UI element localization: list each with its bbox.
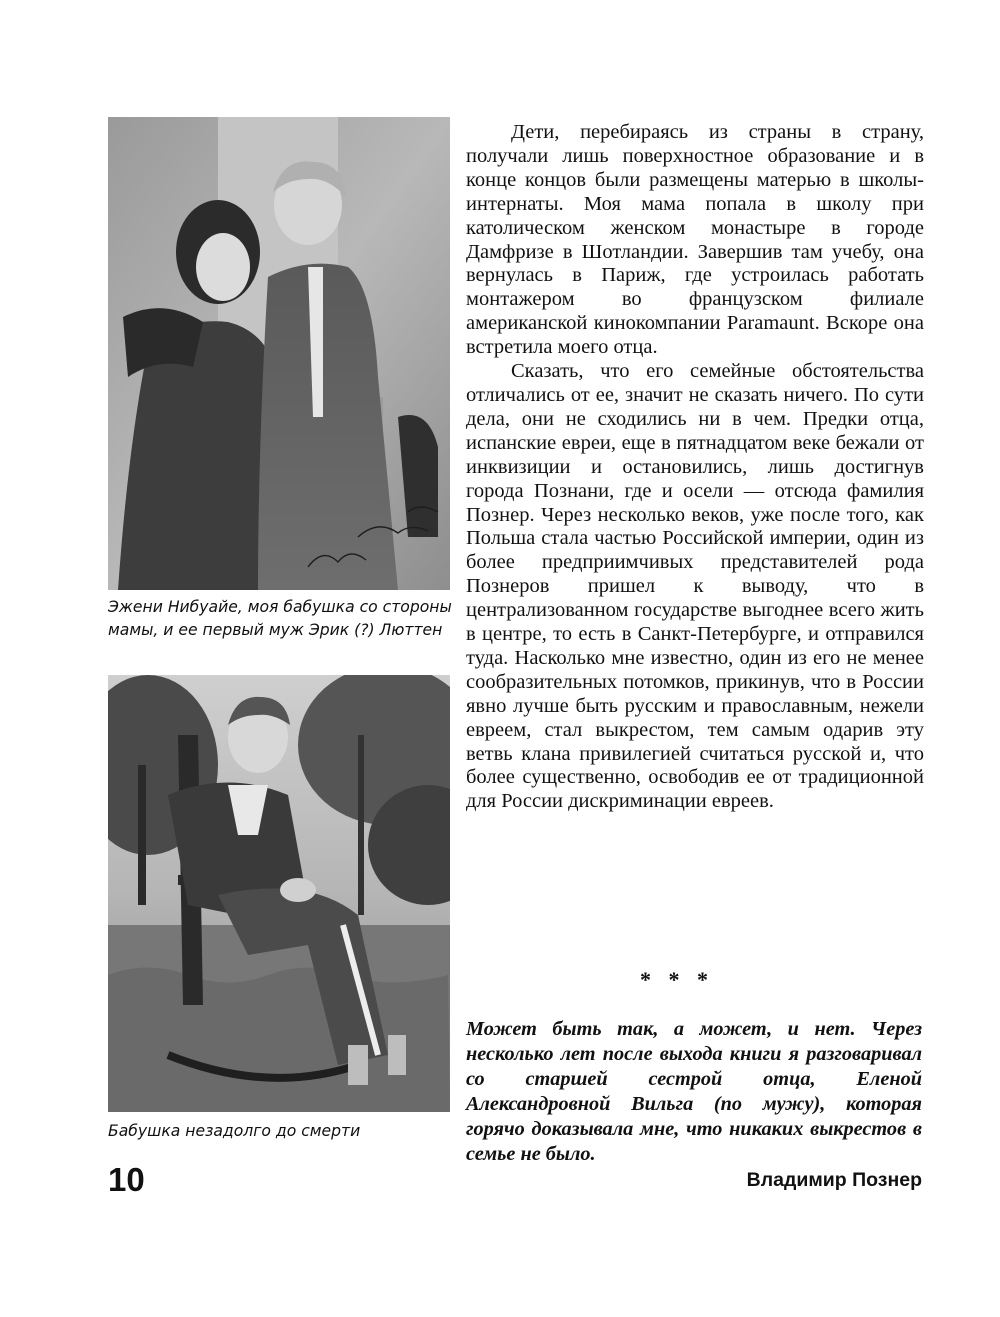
main-text bbox=[466, 121, 924, 814]
photo-couple-caption: Эжени Нибуайе, моя бабушка со стороны мамы, и ее первый муж Эрик (?) Люттен bbox=[108, 598, 452, 639]
section-separator: * * * bbox=[640, 967, 714, 992]
page-number: 10 bbox=[108, 1161, 145, 1198]
photo-couple-image bbox=[108, 117, 450, 590]
photo-grandmother bbox=[108, 675, 450, 1112]
paragraph: Сказать, что его семейные обстоятельства отличались от ее, значит не сказать ничего. По сути дела, они не сходились ни в чем. Предки отца, испанские евреи, еще в пятнадцатом веке бежали от инквизиции и остановились, лишь достигнув города Познани, где и осели — отсюда фамилия Познер. Через несколько веков, уже после того, как Польша стала частью Российской империи, один из более предприимчивых представителей рода Познеров пришел к выводу, что в централизованном государстве выгоднее всего жить в центре, то есть в Санкт-Петербурге, и отправился туда. Насколько мне известно, один из его не менее сообразительных потомков, прикинув, что в России явно лучше быть русским и православным, нежели евреем, стал выкрестом, тем самым одарив эту ветвь клана привилегией считаться русской и, что более существенно, освободив ее от традиционной для России дискриминации евреев. bbox=[466, 360, 924, 813]
running-footer-author: Владимир Познер bbox=[746, 1169, 922, 1191]
photo-grandmother-caption: Бабушка незадолго до смерти bbox=[108, 1122, 361, 1140]
photo-couple bbox=[108, 117, 450, 590]
photo-grandmother-image bbox=[108, 675, 450, 1112]
paragraph: Дети, перебираясь из страны в страну, получали лишь поверхностное образование и в конце концов были размещены матерью в школы-интернаты. Моя мама попала в школу при католическом женском монастыре в городе Дамфризе в Шотландии. Завершив там учебу, она вернулась в Париж, где устроилась работать монтажером во французском филиале американской кинокомпании Paramaunt. Вскоре она встретила моего отца. bbox=[466, 121, 924, 359]
author-note: Может быть так, а может, и нет. Через несколько лет после выхода книги я разговаривал со старшей сестрой отца, Еленой Александровной Вильга (по мужу), которая горячо доказывала мне, что никаких выкрестов в семье не было. bbox=[466, 1018, 922, 1165]
